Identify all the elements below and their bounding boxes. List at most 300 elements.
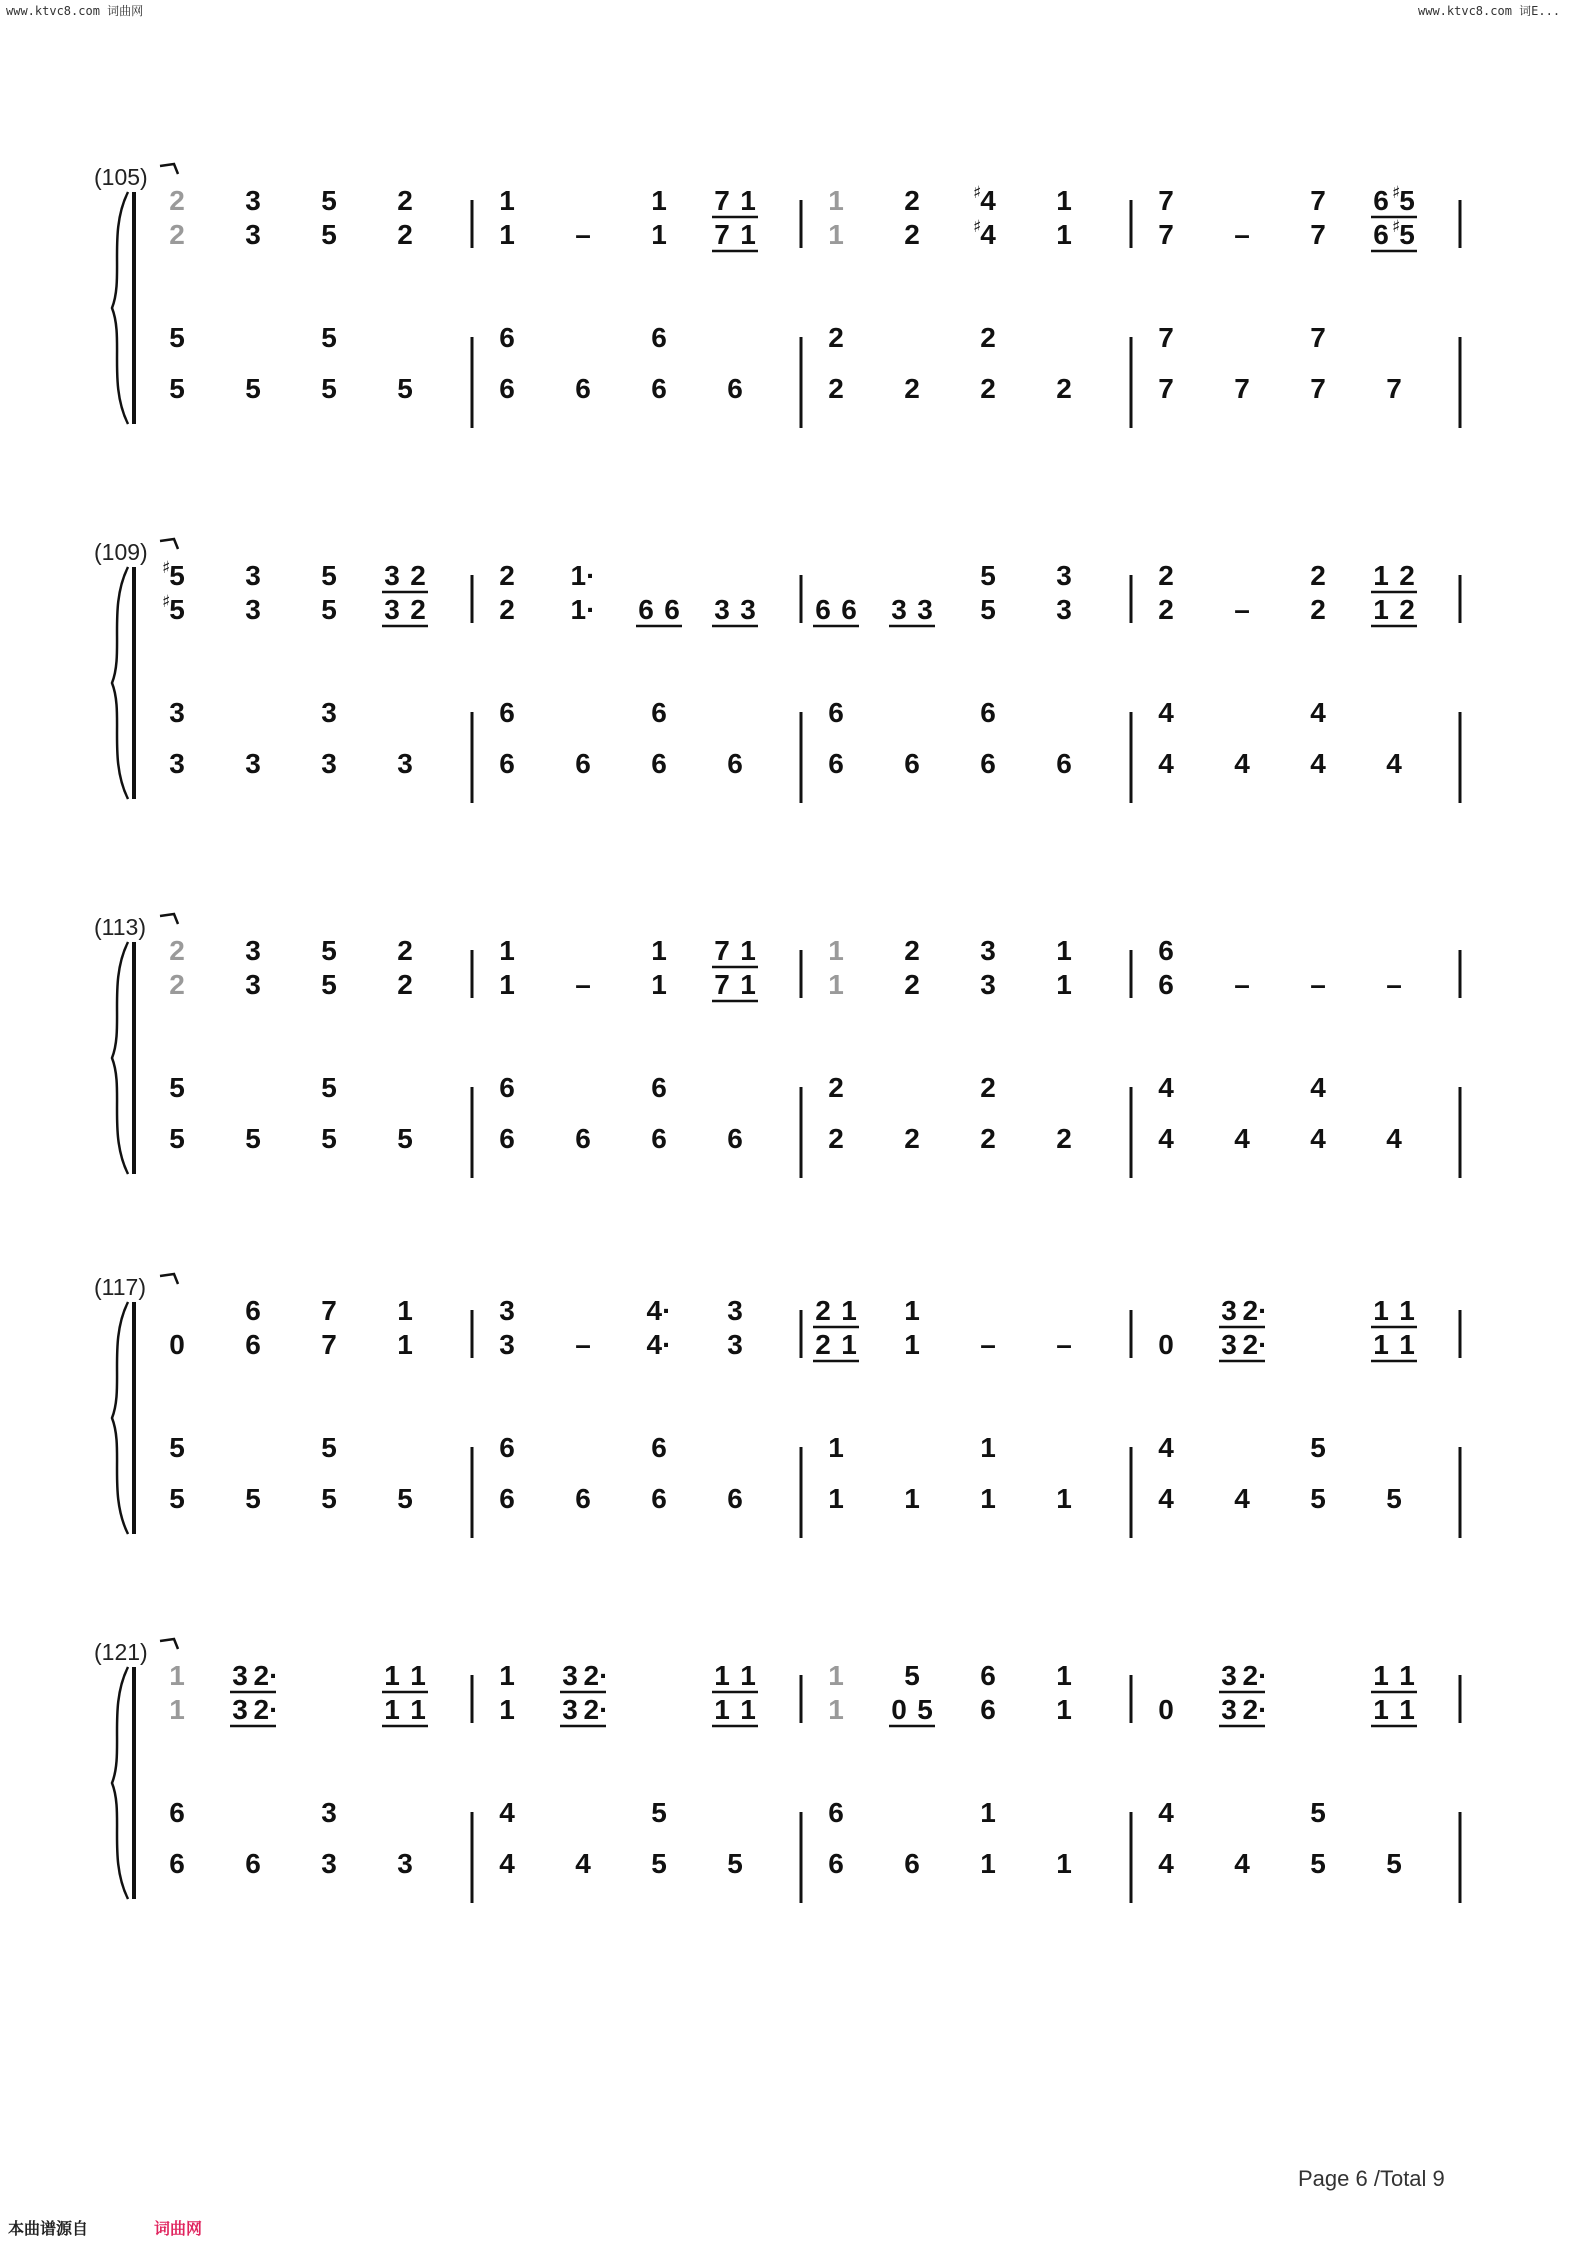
note: 5 <box>321 560 337 591</box>
watermark-right: www.ktvc8.com 词E... <box>1418 4 1561 18</box>
measure-number: (105) <box>94 164 148 190</box>
note: 2 <box>1399 560 1415 591</box>
note: 1 <box>1373 594 1389 625</box>
note: 4 <box>1158 1797 1174 1828</box>
note: 2· <box>253 1694 279 1725</box>
note: 3 <box>397 1848 413 1879</box>
note: 6 <box>815 594 831 625</box>
note: 5 <box>169 322 185 353</box>
note: 7 <box>321 1329 337 1360</box>
note: 5 <box>321 594 337 625</box>
note: 3 <box>980 969 996 1000</box>
score-system <box>94 539 1460 803</box>
repeat-mark <box>160 1639 178 1649</box>
note: 1· <box>570 594 596 625</box>
note: 1 <box>1373 560 1389 591</box>
note: 2 <box>1310 560 1326 591</box>
note: 3 <box>917 594 933 625</box>
note: 6 <box>499 748 515 779</box>
sharp-sign: ♯ <box>162 558 171 578</box>
note: 2 <box>980 1072 996 1103</box>
note: 2 <box>410 594 426 625</box>
note: 7 <box>1158 219 1174 250</box>
note: 3 <box>321 748 337 779</box>
note: 1 <box>410 1694 426 1725</box>
note: 6 <box>245 1848 261 1879</box>
note: 7 <box>1310 219 1326 250</box>
note: 4 <box>1234 748 1250 779</box>
note: 2· <box>253 1660 279 1691</box>
note: 6 <box>1056 748 1072 779</box>
note: 1 <box>1056 1694 1072 1725</box>
note: 1 <box>169 1660 185 1691</box>
sharp-sign: ♯ <box>1392 217 1401 237</box>
note: 1 <box>651 185 667 216</box>
note: 1 <box>980 1432 996 1463</box>
note: 4 <box>1310 1072 1326 1103</box>
note: 2 <box>1056 1123 1072 1154</box>
note: 1 <box>828 1660 844 1691</box>
note: 5 <box>321 1072 337 1103</box>
page-indicator: Page 6 /Total 9 <box>1298 2166 1445 2191</box>
note: 1 <box>740 219 756 250</box>
note: 6 <box>651 322 667 353</box>
note: 5 <box>245 373 261 404</box>
note: 3 <box>245 748 261 779</box>
note: 6 <box>727 373 743 404</box>
note: 1 <box>1056 1848 1072 1879</box>
note: 2 <box>904 219 920 250</box>
note: 2 <box>499 560 515 591</box>
note: 2 <box>169 935 185 966</box>
note: 6 <box>651 748 667 779</box>
note: 1 <box>384 1660 400 1691</box>
note: 3 <box>232 1694 248 1725</box>
score-system <box>94 914 1460 1178</box>
note: 7 <box>714 969 730 1000</box>
note: 4 <box>1158 1432 1174 1463</box>
note: 1 <box>740 185 756 216</box>
measure-number: (121) <box>94 1639 148 1665</box>
brace <box>112 942 128 1174</box>
note: 5 <box>321 969 337 1000</box>
note: 6 <box>499 1432 515 1463</box>
note: 5 <box>917 1694 933 1725</box>
note: 4 <box>1234 1848 1250 1879</box>
note: 1 <box>714 1694 730 1725</box>
note: 1 <box>397 1329 413 1360</box>
note: 2 <box>410 560 426 591</box>
note: 5 <box>321 1123 337 1154</box>
note: 5 <box>245 1483 261 1514</box>
note: – <box>1234 969 1250 1000</box>
note: 5 <box>169 1483 185 1514</box>
note: 6 <box>904 748 920 779</box>
note: 3 <box>714 594 730 625</box>
sharp-sign: ♯ <box>973 183 982 203</box>
note: 6 <box>245 1329 261 1360</box>
note: 3 <box>245 185 261 216</box>
note: 4 <box>1310 697 1326 728</box>
note: 1 <box>499 219 515 250</box>
note: 2 <box>397 969 413 1000</box>
note: 7 <box>1310 373 1326 404</box>
note: 6 <box>1158 969 1174 1000</box>
note: 4 <box>575 1848 591 1879</box>
note: 1 <box>499 1694 515 1725</box>
note: 2 <box>828 1072 844 1103</box>
note: 6 <box>980 697 996 728</box>
note: 6 <box>651 1483 667 1514</box>
note: 6 <box>651 373 667 404</box>
note: 7 <box>714 935 730 966</box>
note: 6 <box>499 1483 515 1514</box>
note: 2 <box>1056 373 1072 404</box>
note: 5 <box>1310 1432 1326 1463</box>
note: 1 <box>499 935 515 966</box>
note: 4 <box>980 185 996 216</box>
note: 6 <box>980 1660 996 1691</box>
note: 6 <box>651 1072 667 1103</box>
note: 2 <box>904 935 920 966</box>
note: 7 <box>321 1295 337 1326</box>
note: 1 <box>828 185 844 216</box>
note: 2· <box>1242 1694 1268 1725</box>
note: 3 <box>499 1295 515 1326</box>
note: 3 <box>245 594 261 625</box>
repeat-mark <box>160 1274 178 1284</box>
note: 5 <box>169 1072 185 1103</box>
note: 5 <box>980 560 996 591</box>
note: 2 <box>828 322 844 353</box>
note: 1 <box>828 969 844 1000</box>
note: – <box>575 1329 591 1360</box>
note: – <box>575 969 591 1000</box>
note: 3 <box>499 1329 515 1360</box>
note: 1 <box>1056 185 1072 216</box>
note: 3 <box>245 935 261 966</box>
note: 5 <box>169 1432 185 1463</box>
brace <box>112 192 128 424</box>
note: 6 <box>169 1797 185 1828</box>
note: 5 <box>169 1123 185 1154</box>
note: 6 <box>727 748 743 779</box>
note: 3 <box>1221 1329 1237 1360</box>
note: 3 <box>562 1660 578 1691</box>
note: 6 <box>575 748 591 779</box>
note: 1 <box>651 935 667 966</box>
note: 2 <box>904 1123 920 1154</box>
note: 7 <box>1310 322 1326 353</box>
note: 4· <box>646 1295 672 1326</box>
repeat-mark <box>160 539 178 549</box>
note: 2 <box>169 185 185 216</box>
note: 3 <box>384 594 400 625</box>
measure-number: (117) <box>94 1274 146 1300</box>
note: 6 <box>575 1483 591 1514</box>
note: 7 <box>714 185 730 216</box>
note: 2 <box>980 373 996 404</box>
score-system <box>94 1639 1460 1903</box>
note: 2· <box>1242 1329 1268 1360</box>
note: 6 <box>1158 935 1174 966</box>
note: 5 <box>321 219 337 250</box>
note: 1 <box>904 1295 920 1326</box>
note: 5 <box>904 1660 920 1691</box>
note: 7 <box>1158 322 1174 353</box>
note: 1 <box>828 935 844 966</box>
note: 4 <box>1386 748 1402 779</box>
note: 2· <box>1242 1660 1268 1691</box>
note: 2 <box>397 935 413 966</box>
note: 3 <box>321 1797 337 1828</box>
note: 1 <box>714 1660 730 1691</box>
note: 2 <box>499 594 515 625</box>
note: 6 <box>575 1123 591 1154</box>
note: 5 <box>169 594 185 625</box>
note: 0 <box>1158 1694 1174 1725</box>
note: 7 <box>1386 373 1402 404</box>
note: 1 <box>740 1694 756 1725</box>
note: 5 <box>321 1432 337 1463</box>
brace <box>112 1667 128 1899</box>
note: 5 <box>1399 185 1415 216</box>
note: 2 <box>397 185 413 216</box>
note: 5 <box>727 1848 743 1879</box>
note: – <box>1386 969 1402 1000</box>
note: 3 <box>245 969 261 1000</box>
measure-number: (113) <box>94 914 146 940</box>
note: 2 <box>904 185 920 216</box>
note: 2 <box>828 373 844 404</box>
note: 0 <box>1158 1329 1174 1360</box>
note: 6 <box>664 594 680 625</box>
note: 7 <box>1158 185 1174 216</box>
note: 2 <box>169 969 185 1000</box>
note: 1 <box>384 1694 400 1725</box>
note: 6 <box>499 373 515 404</box>
measure-number: (109) <box>94 539 148 565</box>
note: 3 <box>245 560 261 591</box>
note: 1 <box>1373 1694 1389 1725</box>
score-system <box>94 1274 1460 1538</box>
note: 5 <box>1310 1797 1326 1828</box>
note: 1· <box>570 560 596 591</box>
note: 1 <box>904 1329 920 1360</box>
note: 1 <box>1399 1660 1415 1691</box>
note: 6 <box>980 748 996 779</box>
note: 4 <box>1310 1123 1326 1154</box>
note: 2 <box>169 219 185 250</box>
note: 2· <box>583 1660 609 1691</box>
note: 1 <box>828 1432 844 1463</box>
note: 3 <box>1056 594 1072 625</box>
note: 1 <box>1399 1694 1415 1725</box>
note: 4 <box>1158 1848 1174 1879</box>
note: 6 <box>841 594 857 625</box>
note: 5 <box>321 185 337 216</box>
note: 4 <box>1234 1123 1250 1154</box>
source-label: 本曲谱源自 <box>8 2219 89 2238</box>
note: 6 <box>651 1123 667 1154</box>
note: 5 <box>1310 1848 1326 1879</box>
note: 1 <box>740 1660 756 1691</box>
note: 3 <box>169 748 185 779</box>
note: 3 <box>169 697 185 728</box>
brace <box>112 1302 128 1534</box>
note: 6 <box>169 1848 185 1879</box>
note: 2 <box>904 373 920 404</box>
note: – <box>980 1329 996 1360</box>
note: 5 <box>321 935 337 966</box>
sharp-sign: ♯ <box>162 592 171 612</box>
note: – <box>1234 594 1250 625</box>
note: 6 <box>651 1432 667 1463</box>
note: 4 <box>499 1848 515 1879</box>
note: 4 <box>1310 748 1326 779</box>
note: 3 <box>397 748 413 779</box>
note: 1 <box>651 219 667 250</box>
note: 3 <box>1056 560 1072 591</box>
note: 6 <box>499 1072 515 1103</box>
watermark-left: www.ktvc8.com 词曲网 <box>6 4 144 18</box>
note: 3 <box>1221 1694 1237 1725</box>
note: 3 <box>321 1848 337 1879</box>
note: 6 <box>638 594 654 625</box>
note: 3 <box>1221 1295 1237 1326</box>
note: 1 <box>651 969 667 1000</box>
note: 6 <box>828 697 844 728</box>
note: 1 <box>1056 935 1072 966</box>
note: 2· <box>583 1694 609 1725</box>
note: 3 <box>740 594 756 625</box>
note: 1 <box>1056 219 1072 250</box>
note: 1 <box>1399 1329 1415 1360</box>
note: 4 <box>1158 1123 1174 1154</box>
note: 3 <box>562 1694 578 1725</box>
note: 5 <box>169 373 185 404</box>
note: 0 <box>891 1694 907 1725</box>
note: 3 <box>1221 1660 1237 1691</box>
note: 2 <box>1310 594 1326 625</box>
note: 3 <box>727 1295 743 1326</box>
note: 2 <box>828 1123 844 1154</box>
note: 6 <box>245 1295 261 1326</box>
note: 5 <box>321 373 337 404</box>
note: 1 <box>499 1660 515 1691</box>
note: 2 <box>1399 594 1415 625</box>
note: 4 <box>1158 1483 1174 1514</box>
note: 1 <box>169 1694 185 1725</box>
note: 3 <box>891 594 907 625</box>
note: 6 <box>828 748 844 779</box>
note: 1 <box>1373 1660 1389 1691</box>
note: 3 <box>321 697 337 728</box>
note: 3 <box>232 1660 248 1691</box>
note: 1 <box>740 969 756 1000</box>
note: 1 <box>980 1797 996 1828</box>
note: 7 <box>714 219 730 250</box>
note: 4· <box>646 1329 672 1360</box>
note: 4 <box>1158 748 1174 779</box>
note: 6 <box>499 322 515 353</box>
note: 1 <box>904 1483 920 1514</box>
brace <box>112 567 128 799</box>
note: 4 <box>1158 697 1174 728</box>
note: 2 <box>815 1329 831 1360</box>
note: 6 <box>1373 185 1389 216</box>
note: 2 <box>904 969 920 1000</box>
note: 5 <box>169 560 185 591</box>
note: 5 <box>321 322 337 353</box>
score-system <box>94 164 1460 428</box>
note: 6 <box>980 1694 996 1725</box>
note: 7 <box>1234 373 1250 404</box>
note: – <box>1056 1329 1072 1360</box>
note: 4 <box>980 219 996 250</box>
note: 5 <box>1310 1483 1326 1514</box>
note: 3 <box>384 560 400 591</box>
note: 1 <box>828 219 844 250</box>
note: 1 <box>499 969 515 1000</box>
note: 3 <box>980 935 996 966</box>
sharp-sign: ♯ <box>1392 183 1401 203</box>
note: 7 <box>1158 373 1174 404</box>
note: 4 <box>1234 1483 1250 1514</box>
note: 5 <box>651 1848 667 1879</box>
note: 5 <box>1386 1483 1402 1514</box>
note: 6 <box>727 1483 743 1514</box>
note: 6 <box>828 1848 844 1879</box>
note: – <box>1234 219 1250 250</box>
note: 1 <box>841 1295 857 1326</box>
note: 2 <box>980 322 996 353</box>
note: 1 <box>1056 1483 1072 1514</box>
note: 1 <box>397 1295 413 1326</box>
note: 3 <box>727 1329 743 1360</box>
note: 1 <box>1056 969 1072 1000</box>
note: 2 <box>1158 560 1174 591</box>
note: 1 <box>828 1483 844 1514</box>
note: 5 <box>1386 1848 1402 1879</box>
note: 5 <box>397 1483 413 1514</box>
note: 1 <box>828 1694 844 1725</box>
note: 6 <box>575 373 591 404</box>
note: 6 <box>904 1848 920 1879</box>
sharp-sign: ♯ <box>973 217 982 237</box>
note: 5 <box>321 1483 337 1514</box>
note: 5 <box>397 373 413 404</box>
note: 2 <box>397 219 413 250</box>
note: 1 <box>740 935 756 966</box>
note: 1 <box>1373 1295 1389 1326</box>
note: 2 <box>815 1295 831 1326</box>
repeat-mark <box>160 914 178 924</box>
note: 0 <box>169 1329 185 1360</box>
note: – <box>1310 969 1326 1000</box>
note: 5 <box>397 1123 413 1154</box>
note: 6 <box>727 1123 743 1154</box>
note: 6 <box>1373 219 1389 250</box>
note: 5 <box>245 1123 261 1154</box>
note: 5 <box>651 1797 667 1828</box>
note: 3 <box>245 219 261 250</box>
note: – <box>575 219 591 250</box>
note: 1 <box>1399 1295 1415 1326</box>
repeat-mark <box>160 164 178 174</box>
note: 2· <box>1242 1295 1268 1326</box>
note: 6 <box>651 697 667 728</box>
